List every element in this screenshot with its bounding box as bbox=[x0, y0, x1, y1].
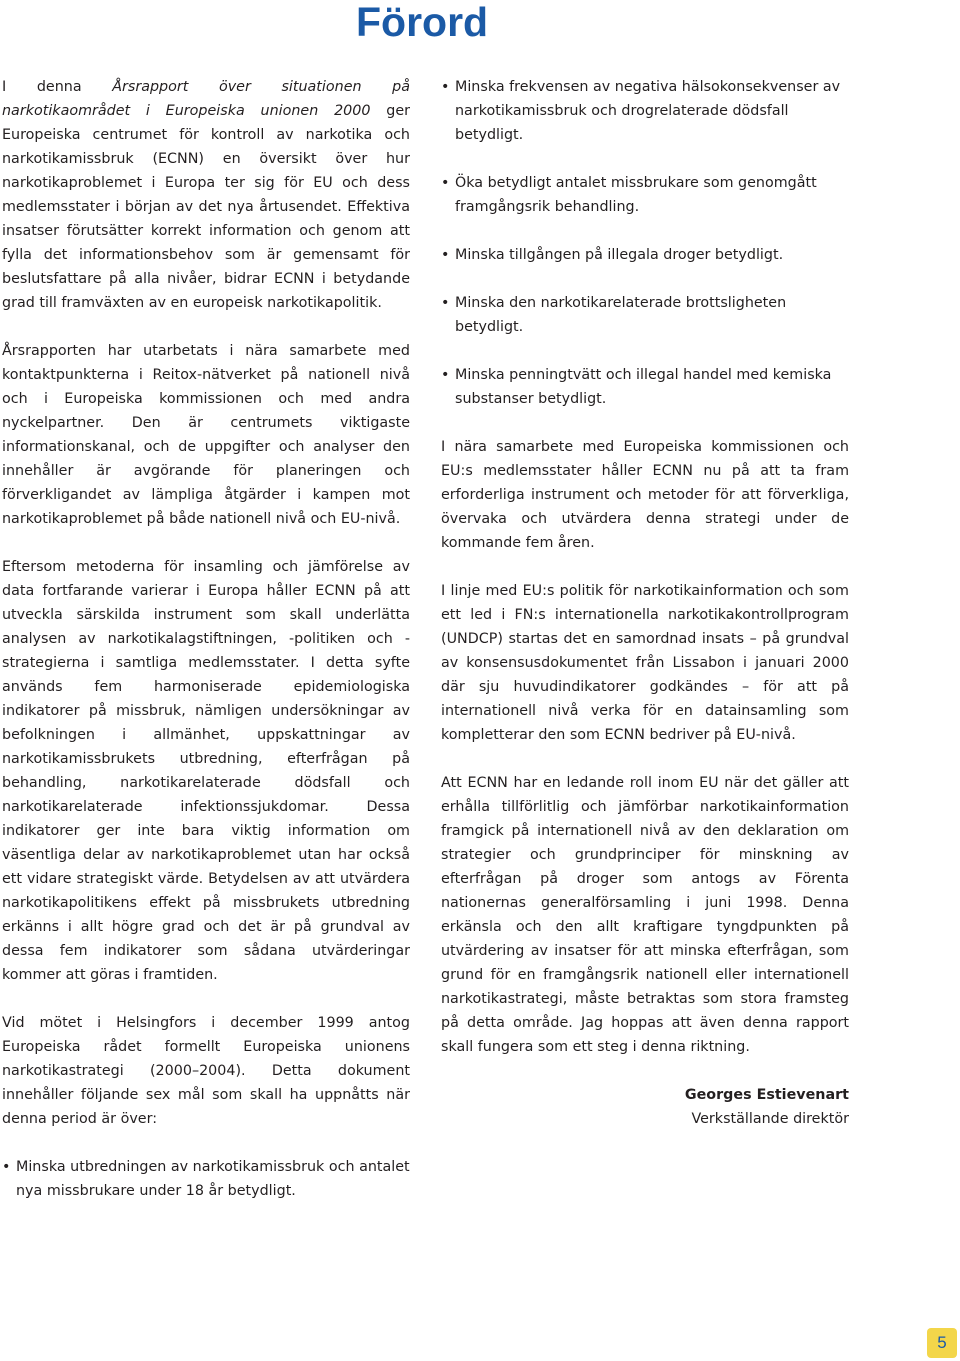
right-paragraph-1: I nära samarbete med Europeiska kommissionen och EU:s medlemsstater håller ECNN nu på att ta fram erforderliga instrument och metoder för att förverkliga, övervaka och utvärdera denna strategi under de kommande fem åren. bbox=[441, 439, 849, 551]
page-number-badge: 5 bbox=[927, 1328, 957, 1358]
bullet-text: Minska tillgången på illegala droger betydligt. bbox=[455, 247, 784, 263]
bullet-text: Öka betydligt antalet missbrukare som genomgått framgångsrik behandling. bbox=[455, 175, 817, 215]
list-item bbox=[441, 291, 849, 339]
right-bullet-list bbox=[441, 75, 849, 411]
bullet-text: Minska frekvensen av negativa hälsokonsekvenser av narkotikamissbruk och drogrelaterade dödsfall betydligt. bbox=[455, 79, 841, 143]
bullet-icon: • bbox=[2, 1159, 11, 1175]
signature bbox=[441, 1083, 849, 1131]
signature-name: Georges Estievenart bbox=[684, 1087, 849, 1103]
left-paragraph-2: Årsrapporten har utarbetats i nära samarbete med kontaktpunkterna i Reitox-nätverket på nationell nivå och i Europeiska kommissionen och med andra nyckelpartner. Den är centrumets viktigaste informationskanal, och de uppgifter och analyser den innehåller är avgörande för planeringen och förverkligandet av lämpliga åtgärder i kampen mot narkotikaproblemet på både nationell nivå och EU-nivå. bbox=[2, 343, 410, 527]
bullet-icon: • bbox=[441, 247, 450, 263]
right-paragraph-2: I linje med EU:s politik för narkotikainformation och som ett led i FN:s internationella narkotikakontrollprogram (UNDCP) startas det en samordnad insats – på grundval av konsensusdokumentet från Lissabon i januari 2000 där sju huvudindikatorer godkändes – för att på internationell nivå verka för en datainsamling som kompletterar den som ECNN bedriver på EU-nivå. bbox=[441, 583, 849, 743]
right-paragraph-3: Att ECNN har en ledande roll inom EU när det gäller att erhålla tillförlitlig och jämförbar narkotikainformation framgick på internationell nivå av den deklaration om strategier och grundprinciper för minskning av efterfrågan på droger som antogs av Förenta nationernas generalförsamling i juni 1998. Denna erkänsla och den allt kraftigare tyngdpunkten på utvärdering av insatser för att minska efterfrågan, som grund för en framgångsrik nationell eller internationell narkotikastrategi, måste betraktas som stora framsteg på detta område. Jag hoppas att även denna rapport skall fungera som ett steg i denna riktning. bbox=[441, 775, 849, 1055]
report-title-italic: Årsrapport över situationen på narkotikaområdet i Europeiska unionen 2000 bbox=[2, 79, 411, 119]
left-column bbox=[2, 75, 410, 1227]
left-paragraph-1 bbox=[2, 75, 410, 315]
bullet-text: Minska den narkotikarelaterade brottsligheten betydligt. bbox=[455, 295, 787, 335]
header-rule bbox=[0, 48, 960, 51]
page-title: Förord bbox=[356, 0, 489, 45]
list-item bbox=[441, 171, 849, 219]
left-paragraph-3: Eftersom metoderna för insamling och jämförelse av data fortfarande varierar i Europa håller ECNN på att utveckla särskilda instrument som skall underlätta analysen av narkotikalagstiftningen, -politiken och -strategierna i samtliga medlemsstater. I detta syfte används fem harmoniserade epidemiologiska indikatorer på missbruk, nämligen undersökningar av befolkningen i allmänhet, uppskattningar av narkotikamissbrukets utbredning, efterfrågan på behandling, narkotikarelaterade dödsfall och narkotikarelaterade infektionssjukdomar. Dessa indikatorer ger inte bara viktig information om väsentliga delar av narkotikaproblemet utan har också ett vidare strategiskt värde. Betydelsen av att utvärdera narkotikapolitikens effekt på missbrukets utbredning erkänns i allt högre grad och det är på grundval av dessa fem indikatorer som sådana utvärderingar kommer att göras i framtiden. bbox=[2, 559, 410, 983]
page-header bbox=[0, 0, 960, 50]
list-item bbox=[2, 1155, 410, 1203]
bullet-icon: • bbox=[441, 175, 450, 191]
bullet-icon: • bbox=[441, 295, 450, 311]
bullet-icon: • bbox=[441, 79, 450, 95]
left-paragraph-4: Vid mötet i Helsingfors i december 1999 antog Europeiska rådet formellt Europeiska unionens narkotikastrategi (2000–2004). Detta dokument innehåller följande sex mål som skall ha uppnåtts när denna period är över: bbox=[2, 1015, 410, 1127]
intro-rest: ger Europeiska centrumet för kontroll av narkotika och narkotikamissbruk (ECNN) en översikt över hur narkotikaproblemet i Europa ter sig för EU och dess medlemsstater i början av det nya årtusendet. Effektiva insatser förutsätter korrekt information och genom att fylla det informationsbehov som är gemensamt för beslutsfattare på alla nivåer, bidrar ECNN i betydande grad till framväxten av en europeisk narkotikapolitik. bbox=[2, 103, 411, 311]
right-column bbox=[441, 75, 849, 1131]
bullet-text: Minska utbredningen av narkotikamissbruk och antalet nya missbrukare under 18 år betydligt. bbox=[16, 1159, 410, 1199]
signature-role: Verkställande direktör bbox=[691, 1111, 849, 1127]
list-item bbox=[441, 363, 849, 411]
list-item bbox=[441, 75, 849, 147]
list-item bbox=[441, 243, 849, 267]
intro-text: I denna bbox=[2, 79, 113, 95]
bullet-text: Minska penningtvätt och illegal handel med kemiska substanser betydligt. bbox=[455, 367, 832, 407]
left-bullet-list bbox=[2, 1155, 410, 1203]
bullet-icon: • bbox=[441, 367, 450, 383]
